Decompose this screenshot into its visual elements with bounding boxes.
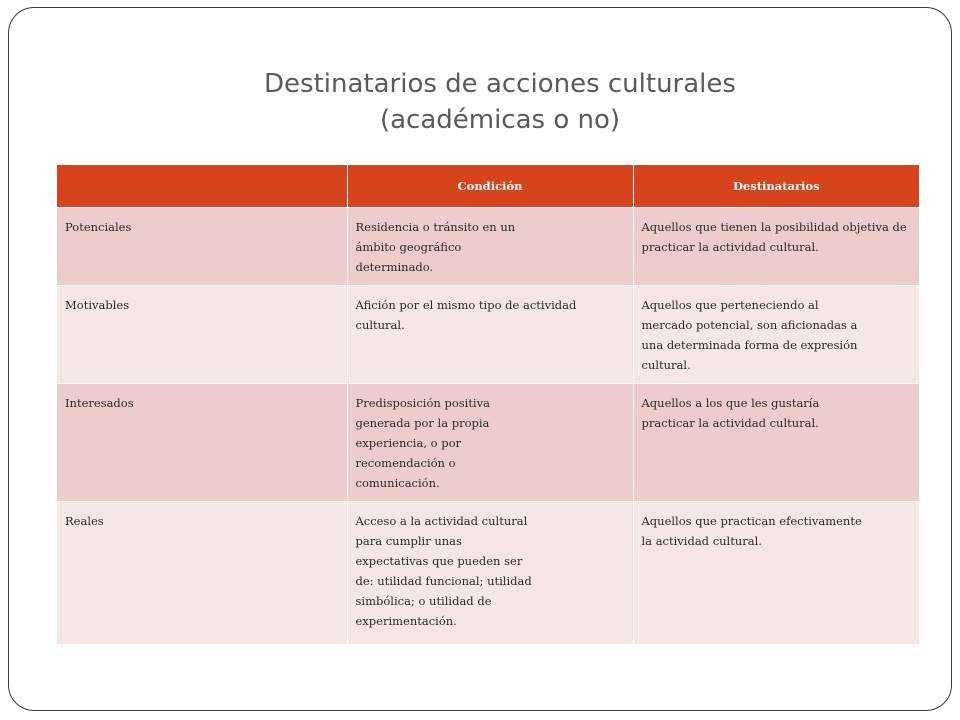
table-row	[57, 286, 919, 384]
destinatarios-cell	[633, 286, 919, 384]
cell-line: Predisposición positiva	[355, 396, 490, 410]
row-label: Motivables	[57, 286, 347, 384]
cell-line: Afición por el mismo tipo de actividad	[355, 298, 577, 312]
slide-title	[150, 66, 850, 138]
condicion-cell	[347, 502, 633, 644]
destinatarios-cell	[633, 208, 919, 286]
destinatarios-cell	[633, 502, 919, 644]
cell-line: cultural.	[355, 318, 405, 332]
cell-line: Aquellos que practican efectivamente	[641, 514, 862, 528]
title-line-2: (académicas o no)	[379, 105, 621, 135]
cell-line: Acceso a la actividad cultural	[355, 514, 528, 528]
cell-line: experimentación.	[355, 614, 457, 628]
cell-line: ámbito geográfico	[355, 240, 462, 254]
table-row	[57, 502, 919, 644]
table-row	[57, 208, 919, 286]
condicion-cell	[347, 384, 633, 502]
cell-line: Aquellos que perteneciendo al	[641, 298, 819, 312]
cell-line: de: utilidad funcional; utilidad	[355, 574, 532, 588]
cell-line: simbólica; o utilidad de	[355, 594, 492, 608]
row-label: Reales	[57, 502, 347, 644]
row-label: Potenciales	[57, 208, 347, 286]
row-label: Interesados	[57, 384, 347, 502]
audience-table	[57, 164, 919, 644]
cell-line: experiencia, o por	[355, 436, 461, 450]
table-row	[57, 384, 919, 502]
cell-line: cultural.	[641, 358, 691, 372]
header-destinatarios: Destinatarios	[633, 165, 919, 208]
cell-line: expectativas que pueden ser	[355, 554, 523, 568]
cell-line: Aquellos que tienen la posibilidad objetiva de	[641, 220, 907, 234]
cell-line: mercado potencial, son aficionadas a	[641, 318, 858, 332]
table-header-row	[57, 165, 919, 208]
destinatarios-cell	[633, 384, 919, 502]
cell-line: determinado.	[355, 260, 434, 274]
cell-line: Aquellos a los que les gustaría	[641, 396, 820, 410]
cell-line: practicar la actividad cultural.	[641, 240, 819, 254]
cell-line: Residencia o tránsito en un	[355, 220, 516, 234]
cell-line: practicar la actividad cultural.	[641, 416, 819, 430]
title-line-1: Destinatarios de acciones culturales	[264, 69, 736, 99]
cell-line: recomendación o	[355, 456, 456, 470]
cell-line: la actividad cultural.	[641, 534, 762, 548]
cell-line: una determinada forma de expresión	[641, 338, 858, 352]
condicion-cell	[347, 208, 633, 286]
cell-line: comunicación.	[355, 476, 440, 490]
cell-line: para cumplir unas	[355, 534, 462, 548]
header-condicion: Condición	[347, 165, 633, 208]
header-empty	[57, 165, 347, 208]
condicion-cell	[347, 286, 633, 384]
cell-line: generada por la propia	[355, 416, 490, 430]
